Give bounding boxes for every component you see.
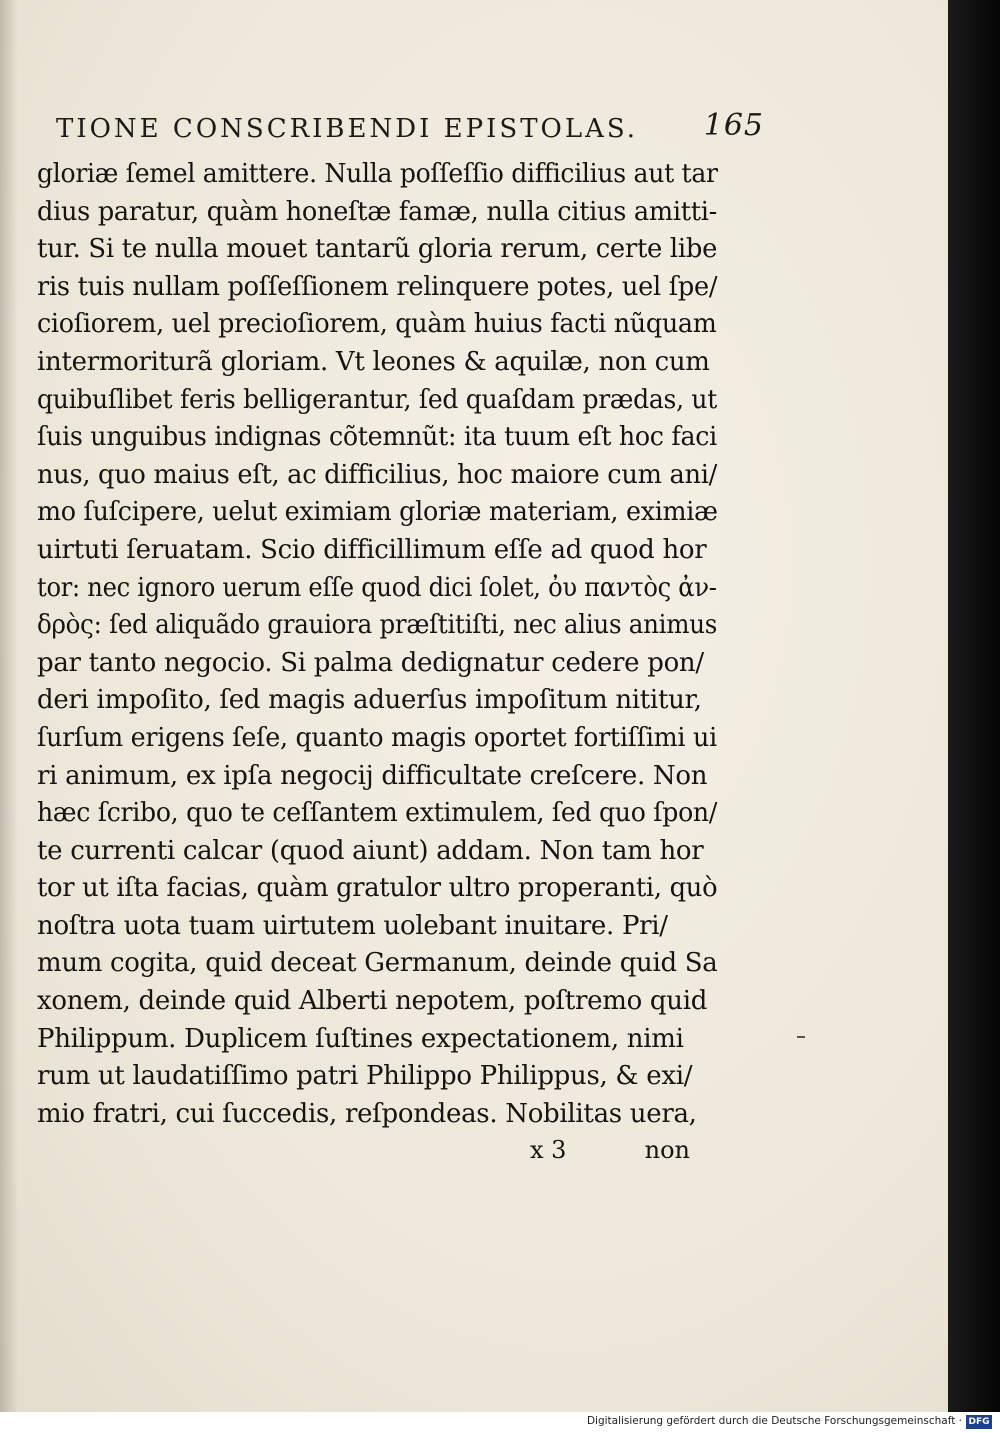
text-line: mo ſuſcipere, uelut eximiam gloriæ materiam, eximiæ (37, 497, 718, 528)
text-line: hæc ſcribo, quo te ceſſantem extimulem, ſed quo ſpon/ (37, 798, 718, 829)
text-line: tor ut iſta facias, quàm gratulor ultro properanti, quò (37, 873, 718, 904)
text-line: cioſiorem, uel precioſiorem, quàm huius facti nũquam (37, 309, 717, 340)
text-line: deri impoſito, ſed magis aduerſus impoſitum nititur, (37, 685, 702, 716)
text-line: intermoriturã gloriam. Vt leones & aquilæ, non cum (37, 346, 710, 377)
text-line: ris tuis nullam poſſeſſionem relinquere potes, uel ſpe/ (37, 271, 718, 302)
text-line: rum ut laudatiſſimo patri Philippo Philippus, & exi/ (37, 1061, 693, 1092)
text-line: dius paratur, quàm honeſtæ famæ, nulla citius amitti- (37, 196, 717, 227)
text-line: quibuſlibet feris belligerantur, ſed quaſdam prædas, ut (37, 384, 718, 415)
text-line: Philippum. Duplicem ſuſtines expectationem, nimi (37, 1023, 684, 1054)
scan-border (948, 0, 1000, 1412)
text-line: mio fratri, cui ſuccedis, reſpondeas. Nobilitas uera, (37, 1098, 697, 1129)
page-header (56, 108, 764, 148)
text-line: tur. Si te nulla mouet tantarũ gloria rerum, certe libe (37, 234, 718, 265)
text-line: nus, quo maius eſt, ac difficilius, hoc maiore cum ani/ (37, 459, 717, 490)
text-line: ſurſum erigens ſeſe, quanto magis oportet fortiſſimi ui (37, 722, 717, 753)
signature-mark: x 3 (530, 1136, 567, 1164)
text-line: uirtuti ſeruatam. Scio difficillimum eſſe ad quod hor (37, 534, 707, 565)
paper-speck (797, 1036, 805, 1038)
text-line: noſtra uota tuam uirtutem uolebant inuitare. Pri/ (37, 910, 668, 941)
text-line: xonem, deinde quid Alberti nepotem, poſtremo quid (37, 986, 708, 1017)
digitization-footer (0, 1412, 1000, 1433)
text-line: ri animum, ex ipſa negocij difficultate creſcere. Non (37, 760, 708, 791)
funding-credit: Digitalisierung gefördert durch die Deutsche Forschungsgemeinschaft · (586, 1415, 962, 1427)
page-number: 165 (703, 108, 764, 143)
text-line: gloriæ ſemel amittere. Nulla poſſeſſio difficilius aut tar (37, 159, 718, 189)
running-title: TIONE CONSCRIBENDI EPISTOLAS. (56, 114, 639, 144)
text-line: tor: nec ignoro uerum eſſe quod dici ſolet, ὀυ παντὸς ἀν- (37, 572, 717, 603)
text-line: te currenti calcar (quod aiunt) addam. Non tam hor (37, 835, 704, 866)
catchword: non (644, 1136, 690, 1164)
dfg-logo: DFG (966, 1415, 992, 1429)
text-line: ſuis unguibus indignas cõtemnũt: ita tuum eſt hoc faci (37, 422, 717, 453)
body-text (37, 156, 717, 1133)
gutter-shadow (0, 0, 18, 1412)
signature-line (530, 1136, 700, 1170)
text-line: δρὸς: ſed aliquãdo grauiora præſtitiſti, nec alius animus (37, 610, 718, 641)
text-line: par tanto negocio. Si palma dedignatur cedere pon/ (37, 647, 704, 678)
text-line: mum cogita, quid deceat Germanum, deinde quid Sa (37, 948, 718, 979)
